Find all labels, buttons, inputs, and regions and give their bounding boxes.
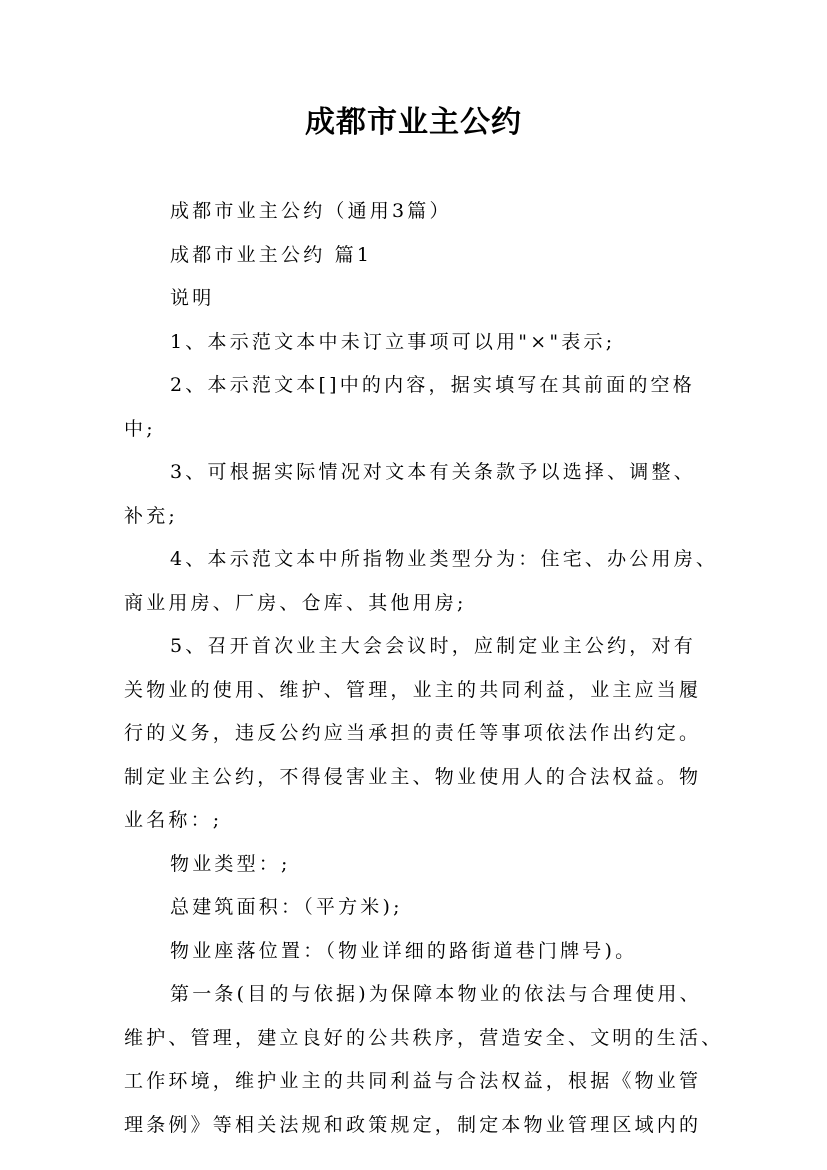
text-line: 业名称：; bbox=[124, 809, 223, 831]
instruction-item-1 bbox=[124, 321, 714, 365]
instructions-heading-paragraph bbox=[124, 277, 714, 321]
property-location-paragraph bbox=[124, 930, 714, 974]
instruction-item-3 bbox=[124, 451, 714, 538]
text-line: 3、可根据实际情况对文本有关条款予以选择、调整、 bbox=[170, 461, 696, 483]
text-line: 工作环境，维护业主的共同利益与合法权益，根据《物业管 bbox=[124, 1070, 702, 1092]
text-line: 4、本示范文本中所指物业类型分为：住宅、办公用房、 bbox=[170, 548, 719, 570]
text-line: 行的义务，违反公约应当承担的责任等事项依法作出约定。 bbox=[124, 722, 702, 744]
text-line: 物业座落位置：（物业详细的路街道巷门牌号)。 bbox=[170, 939, 638, 962]
text-line: 维护、管理，建立良好的公共秩序，营造安全、文明的生活、 bbox=[124, 1026, 724, 1049]
text-line: 第一条(目的与依据)为保障本物业的依法与合理使用、 bbox=[170, 983, 702, 1005]
text-line: 1、本示范文本中未订立事项可以用"×"表示; bbox=[170, 330, 616, 353]
text-line: 理条例》等相关法规和政策规定，制定本物业管理区域内的 bbox=[124, 1113, 702, 1136]
instruction-item-4 bbox=[124, 538, 719, 625]
text-line: 中; bbox=[124, 417, 156, 440]
text-line: 关物业的使用、维护、管理，业主的共同利益，业主应当履 bbox=[124, 678, 702, 701]
text-line: 总建筑面积：（平方米); bbox=[170, 896, 403, 918]
instruction-item-5 bbox=[124, 625, 714, 843]
text-line: 补充; bbox=[124, 504, 179, 527]
text-line: 成都市业主公约（通用3篇） bbox=[170, 200, 452, 222]
text-line: 说明 bbox=[170, 287, 215, 309]
total-area-paragraph bbox=[124, 886, 714, 930]
text-line: 制定业主公约，不得侵害业主、物业使用人的合法权益。物 bbox=[124, 765, 702, 788]
instruction-item-2 bbox=[124, 364, 714, 451]
section-heading-paragraph bbox=[124, 234, 714, 278]
text-line: 成都市业主公约 篇1 bbox=[170, 243, 373, 266]
text-line: 商业用房、厂房、仓库、其他用房; bbox=[124, 591, 467, 614]
text-line: 物业类型：; bbox=[170, 852, 291, 875]
text-line: 2、本示范文本[]中的内容，据实填写在其前面的空格 bbox=[170, 374, 695, 396]
document-body bbox=[124, 190, 724, 1147]
text-line: 5、召开首次业主大会会议时，应制定业主公约，对有 bbox=[170, 635, 696, 657]
article-1-paragraph bbox=[124, 973, 724, 1147]
property-type-paragraph bbox=[124, 843, 714, 887]
document-title: 成都市业主公约 bbox=[305, 105, 522, 140]
subtitle-paragraph bbox=[124, 190, 714, 234]
